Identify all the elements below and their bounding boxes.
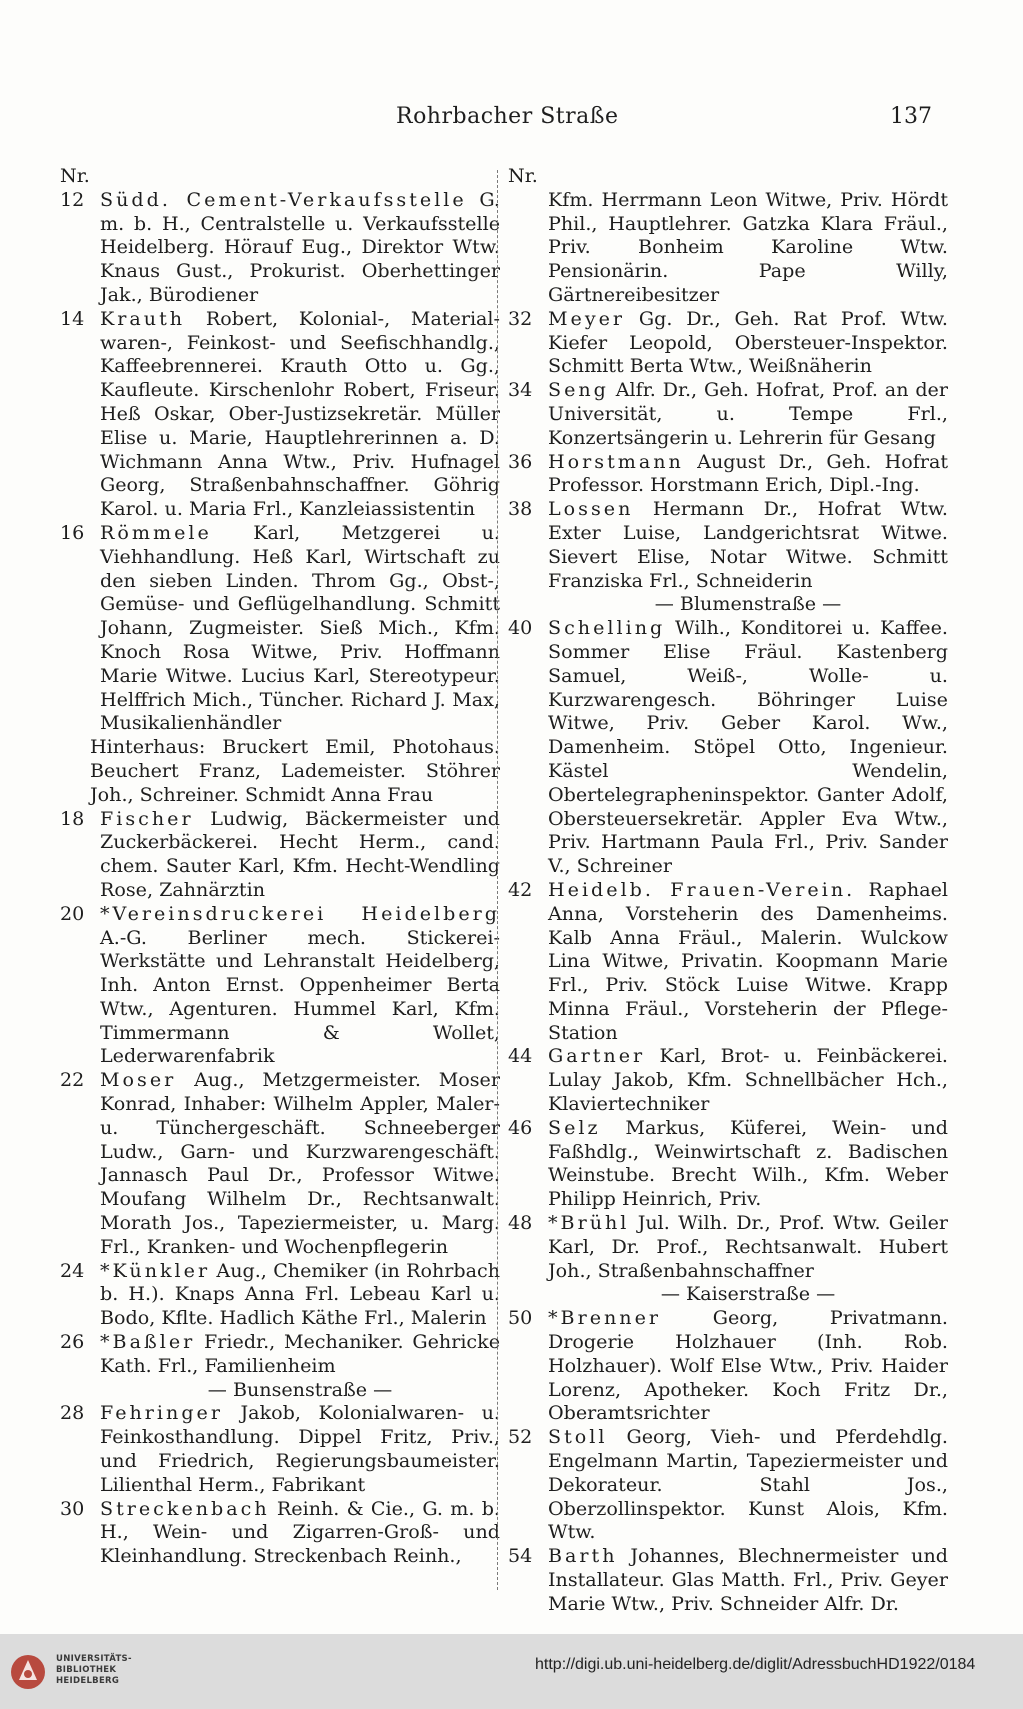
resident-list: Jul. Wilh. Dr., Prof. Wtw. Geiler Karl, Dr. Prof., Rechtsanwalt. Hubert Joh., Straßenbahnschaffner [548,1211,948,1282]
owner-name: Gartner [548,1044,646,1068]
house-number: 40 [508,616,533,640]
resident-list: Jakob, Kolonialwaren- u. Feinkosthandlung. Dippel Fritz, Priv., und Friedrich, Regierungsbaumeister. Lilienthal Herm., Fabrikant [100,1401,501,1496]
logo-line-2: BIBLIOTHEK [56,1665,117,1675]
right-column [508,164,948,1616]
resident-list: Markus, Küferei, Wein- und Faßhdlg., Weinwirtschaft z. Badischen Weinstube. Brecht Wilh., Kfm. Weber Philipp Heinrich, Priv. [548,1115,948,1211]
resident-list: Gg. Dr., Geh. Rat Prof. Wtw. Kiefer Leopold, Obersteuer-Inspektor. Schmitt Berta Wtw., Weißnäherin [548,306,948,378]
house-entry [508,1544,948,1615]
resident-list: Alfr. Dr., Geh. Hofrat, Prof. an der Universität, u. Tempe Frl., Konzertsängerin u. Lehrerin für Gesang [548,378,948,449]
resident-list: G. m. b. H., Centralstelle u. Verkaufsstelle Heidelberg. Hörauf Eug., Direktor Wtw. Knaus Gust., Prokurist. Oberhettinger Jak., Bürodiener [100,187,500,306]
nr-label: Nr. [60,164,90,187]
cross-street-heading: — Kaiserstraße — [660,1282,836,1306]
house-number: 26 [60,1330,85,1354]
owner-name: Römmele [100,520,212,544]
owner-name: Schelling [548,616,666,640]
resident-list: Georg, Privatmann. Drogerie Holzhauer (Inh. Rob. Holzhauer). Wolf Else Wtw., Priv. Haider Lorenz, Apotheker. Koch Fritz Dr., Oberamtsrichter [548,1306,948,1425]
house-number: 24 [60,1258,85,1282]
resident-list: Aug., Chemiker (in Rohrbach b. H.). Knaps Anna Frl. Lebeau Karl u. Bodo, Kflte. Hadlich Käthe Frl., Malerin [100,1258,500,1330]
cross-street-heading: — Blumenstraße — [654,592,842,616]
house-number: 36 [508,449,533,473]
resident-list: A.-G. Berliner mech. Stickerei-Werkstätte und Lehranstalt Heidelberg, Inh. Anton Ernst. Oppenheimer Berta Wtw., Agenturen. Hummel Karl, Kfm. Timmermann & Wollet, Lederwarenfabrik [100,925,500,1068]
cross-street-heading: — Bunsenstraße — [207,1377,393,1401]
page-header [0,104,1023,136]
house-entry [508,1211,948,1282]
house-entry [60,1259,500,1330]
owner-name: Fehringer [100,1401,223,1425]
house-number: 28 [60,1401,85,1425]
logo-line-1: UNIVERSITÄTS- [56,1654,132,1664]
resident-list: Hermann Dr., Hofrat Wtw. Exter Luise, Landgerichtsrat Witwe. Sievert Elise, Notar Witwe. Schmitt Franziska Frl., Schneiderin [548,497,948,592]
house-entry [508,307,948,378]
continuation-text: Kfm. Herrmann Leon Witwe, Priv. Hördt Phil., Hauptlehrer. Gatzka Klara Fräul., Priv. Bonheim Karoline Wtw. Pensionärin. Pape Willy, Gärtnereibesitzer [548,187,948,306]
owner-name: *Baßler [100,1330,196,1354]
resident-list: Karl, Brot- u. Feinbäckerei. Lulay Jakob, Kfm. Schnellbächer Hch., Klaviertechniker [548,1044,948,1116]
house-entry [508,497,948,592]
house-entry [508,378,948,449]
house-entry [508,616,948,878]
house-number: 18 [60,806,85,830]
resident-list: Johannes, Blechnermeister und Installateur. Glas Matth. Frl., Priv. Geyer Marie Wtw., Priv. Schneider Alfr. Dr. [548,1544,948,1615]
house-entry [60,188,500,307]
house-number: 32 [508,306,533,330]
house-number: 50 [508,1306,533,1330]
house-number: 14 [60,306,85,330]
source-url-link[interactable]: http://digi.ub.uni-heidelberg.de/diglit/AdressbuchHD1922/0184 [535,1656,976,1673]
house-number: 46 [508,1115,533,1139]
owner-name: Horstmann [548,449,684,473]
footer-bar [0,1634,1023,1709]
resident-list: Friedr., Mechaniker. Gehricke Kath. Frl., Familienheim [100,1330,500,1377]
logo-line-3: HEIDELBERG [56,1676,120,1686]
owner-name: Moser [100,1068,177,1092]
house-entry [60,1497,500,1568]
resident-list: Karl, Metzgerei u. Viehhandlung. Heß Karl, Wirtschaft zu den sieben Linden. Throm Gg., Obst-, Gemüse- und Geflügelhandlung. Schmitt Johann, Zugmeister. Sieß Mich., Kfm. Knoch Rosa Witwe, Priv. Hoffmann Marie Witwe. Lucius Karl, Stereotypeur. Helffrich Mich., Tüncher. Richard J. Max, Musikalienhändler [100,520,500,735]
owner-name: Barth [548,1544,618,1568]
resident-list: Georg, Vieh- und Pferdehdlg. Engelmann Martin, Tapeziermeister und Dekorateur. Stahl Jos., Oberzollinspektor. Kunst Alois, Kfm. Wtw. [548,1425,948,1544]
resident-list: Wilh., Konditorei u. Kaffee. Sommer Elise Fräul. Kastenberg Samuel, Weiß-, Wolle- u. Kurzwarengesch. Böhringer Luise Witwe, Priv. Geber Karol. Ww., Damenheim. Stöpel Otto, Ingenieur. Kästel Wendelin, Obertelegrapheninspektor. Ganter Adolf, Obersteuersekretär. Appler Eva Wtw., Priv. Hartmann Paula Frl., Priv. Sander V., Schreiner [548,616,948,878]
owner-name: *Brühl [548,1211,630,1235]
house-entry [60,902,500,1069]
house-number: 38 [508,497,533,521]
house-number: 42 [508,877,533,901]
house-entry [60,1068,500,1258]
running-title: Rohrbacher Straße [396,104,619,129]
hinterhaus-entry: Hinterhaus: Bruckert Emil, Photohaus. Beuchert Franz, Lademeister. Stöhrer Joh., Schreiner. Schmidt Anna Frau [90,735,500,806]
owner-name: Südd. Cement-Verkaufsstelle [100,187,467,211]
page-number: 137 [890,104,932,129]
owner-name: Lossen [548,497,634,521]
column-divider [497,170,498,1590]
owner-name: Krauth [100,306,186,330]
house-number: 22 [60,1068,85,1092]
owner-name: Heidelb. Frauen-Verein. [548,877,856,901]
owner-name: Streckenbach [100,1496,270,1520]
house-entry [60,307,500,521]
nr-label: Nr. [508,164,538,187]
resident-list: Raphael Anna, Vorsteherin des Damenheims. Kalb Anna Fräul., Malerin. Wulckow Lina Witwe, Privatin. Koopmann Marie Frl., Priv. Stöck Luise Witwe. Krapp Minna Fräul., Vorsteherin der Pflege-Station [548,877,948,1044]
owner-name: Seng [548,378,609,402]
house-number: 12 [60,187,85,211]
left-column [60,164,500,1568]
owner-name: Stoll [548,1425,608,1449]
resident-list: Ludwig, Bäckermeister und Zuckerbäckerei. Hecht Herm., cand. chem. Sauter Karl, Kfm. Hecht-Wendling Rose, Zahnärztin [100,806,500,901]
house-entry [508,1044,948,1115]
house-entry [508,1425,948,1544]
house-number: 16 [60,520,85,544]
house-number: 54 [508,1544,533,1568]
library-logo[interactable] [10,1650,135,1698]
owner-name: Fischer [100,806,194,830]
house-entry [508,1116,948,1211]
house-entry [60,1401,500,1496]
owner-name: Meyer [548,306,626,330]
house-entry [60,1330,500,1378]
owner-name: *Vereinsdruckerei Heidelberg [100,901,500,925]
resident-list: August Dr., Geh. Hofrat Professor. Horstmann Erich, Dipl.-Ing. [548,449,948,497]
resident-list: Aug., Metzgermeister. Moser Konrad, Inhaber: Wilhelm Appler, Maler- u. Tünchergeschäft. Schneeberger Ludw., Garn- und Kurzwarengeschäft. Jannasch Paul Dr., Professor Witwe. Moufang Wilhelm Dr., Rechtsanwalt. Morath Jos., Tapeziermeister, u. Marg. Frl., Kranken- und Wochenpflegerin [100,1068,500,1258]
house-number: 34 [508,378,533,402]
house-number: 52 [508,1425,533,1449]
house-entry [508,878,948,1045]
owner-name: *Brenner [548,1306,662,1330]
owner-name: *Künkler [100,1258,211,1282]
house-number: 30 [60,1496,85,1520]
house-entry [60,807,500,902]
house-number: 48 [508,1211,533,1235]
house-entry [508,1306,948,1425]
university-seal-icon [10,1652,46,1692]
house-entry [60,521,500,735]
house-number: 20 [60,901,85,925]
house-entry [508,450,948,498]
owner-name: Selz [548,1115,601,1139]
house-number: 44 [508,1044,533,1068]
resident-list: Reinh. & Cie., G. m. b. H., Wein- und Zigarren-Groß- und Kleinhandlung. Streckenbach Reinh., [100,1496,500,1568]
resident-list: Robert, Kolonial-, Material-waren-, Feinkost- und Seefischhandlg., Kaffeebrennerei. Krauth Otto u. Gg., Kaufleute. Kirschenlohr Robert, Friseur. Heß Oskar, Ober-Justizsekretär. Müller Elise u. Marie, Hauptlehrerinnen a. D. Wichmann Anna Wtw., Priv. Hufnagel Georg, Straßenbahnschaffner. Göhrig Karol. u. Maria Frl., Kanzleiassistentin [100,306,500,521]
